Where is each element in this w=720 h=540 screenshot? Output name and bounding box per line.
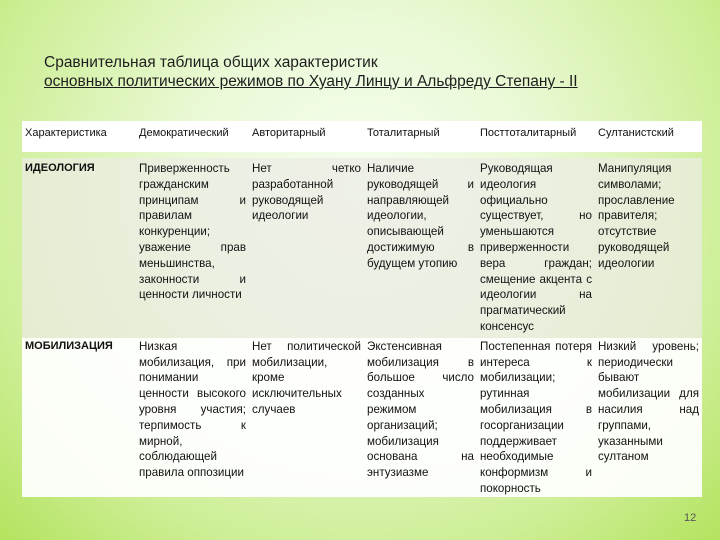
table-row-ideology (22, 158, 702, 338)
table-cell: Приверженность гражданским принципам и правилам конкуренции; уважение прав меньшинства, законности и ценности личности (136, 158, 249, 338)
column-header: Демократический (136, 121, 249, 152)
table-header-row (22, 121, 702, 152)
title-line-2: основных политических режимов по Хуану Линцу и Альфреду Степану - II (44, 73, 578, 90)
comparison-table (22, 121, 702, 497)
table-cell: Манипуляция символами; прославление правителя; отсутствие руководящей идеологии (595, 158, 702, 338)
page-title (44, 53, 684, 91)
table-cell: Низкая мобилизация, при понимании ценности высокого уровня участия; терпимость к мирной, соблюдающей правила оппозиции (136, 338, 249, 497)
column-header: Посттоталитарный (477, 121, 595, 152)
table-cell: Экстенсивная мобилизация в большое число созданных режимом организаций; мобилизация основана на энтузиазме (364, 338, 477, 497)
table-cell: Руководящая идеология официально существует, но уменьшаются приверженности вера граждан; смещение акцента с идеологии на прагматический консенсус (477, 158, 595, 338)
table-row-mobilization (22, 338, 702, 497)
column-header: Характеристика (22, 121, 136, 152)
column-header: Авторитарный (249, 121, 364, 152)
table-cell: Постепенная потеря интереса к мобилизации; рутинная мобилизация в госорганизации поддерживает необходимые конформизм и покорность (477, 338, 595, 497)
row-label: МОБИЛИЗАЦИЯ (22, 338, 136, 497)
table-cell: Нет четко разработанной руководящей идеологии (249, 158, 364, 338)
column-header: Тоталитарный (364, 121, 477, 152)
page-number: 12 (684, 512, 697, 524)
table-cell: Наличие руководящей и направляющей идеологии, описывающей достижимую в будущем утопию (364, 158, 477, 338)
title-line-1: Сравнительная таблица общих характеристик (44, 54, 378, 71)
table-cell: Низкий уровень; периодически бывают мобилизации для насилия над группами, указанными султаном (595, 338, 702, 497)
row-label: ИДЕОЛОГИЯ (22, 158, 136, 338)
column-header: Султанистский (595, 121, 702, 152)
table-cell: Нет политической мобилизации, кроме исключительных случаев (249, 338, 364, 497)
